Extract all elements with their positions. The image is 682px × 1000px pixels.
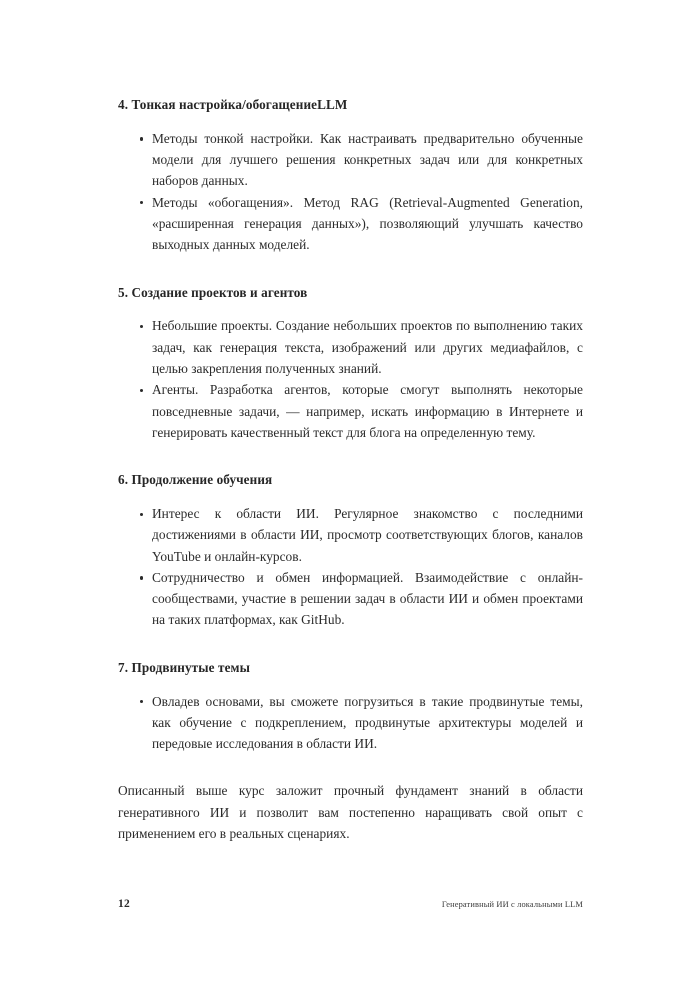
list-item: Сотрудничество и обмен информацией. Взаимодействие с онлайн-сообществами, участие в решении задач в области ИИ и обмен проектами на таких платформах, как GitHub. [118, 567, 583, 631]
section-heading-5: 5. Создание проектов и агентов [118, 284, 308, 300]
bullet-list-4 [118, 128, 583, 256]
list-item: Методы «обогащения». Метод RAG (Retrieval-Augmented Generation, «расширенная генерация данных»), позволяющий улучшать качество выходных данных моделей. [118, 192, 583, 256]
bullet-list-5 [118, 315, 583, 443]
section-block-4 [118, 96, 583, 256]
page-content [118, 96, 583, 844]
section-heading-7: 7. Продвинутые темы [118, 659, 251, 675]
section-block-6 [118, 471, 583, 631]
list-item: Интерес к области ИИ. Регулярное знакомство с последними достижениями в области ИИ, просмотр соответствующих блогов, каналов YouTube и онлайн-курсов. [118, 503, 583, 567]
list-item: Овладев основами, вы сможете погрузиться в такие продвинутые темы, как обучение с подкреплением, продвинутые архитектуры моделей и передовые исследования в области ИИ. [118, 691, 583, 755]
bullet-list-6 [118, 503, 583, 631]
section-heading-4: 4. Тонкая настройка/обогащениеLLM [118, 97, 348, 112]
closing-paragraph: Описанный выше курс заложит прочный фундамент знаний в области генеративного ИИ и позволит вам постепенно наращивать свой опыт с применением его в реальных сценариях. [118, 783, 583, 842]
list-item: Агенты. Разработка агентов, которые смогут выполнять некоторые повседневные задачи, — например, искать информацию в Интернете и генерировать качественный текст для блога на определенную тему. [118, 379, 583, 443]
section-block-5 [118, 284, 583, 444]
list-item: Небольшие проекты. Создание небольших проектов по выполнению таких задач, как генерация текста, изображений или других медиафайлов, с целью закрепления полученных знаний. [118, 315, 583, 379]
section-heading-6: 6. Продолжение обучения [118, 472, 273, 488]
running-head: Генеративный ИИ с локальными LLM [441, 900, 583, 909]
page-number: 12 [118, 898, 130, 910]
page-footer [118, 898, 583, 910]
section-block-7 [118, 659, 583, 755]
list-item: Методы тонкой настройки. Как настраивать предварительно обученные модели для лучшего решения конкретных задач или для конкретных наборов данных. [118, 128, 583, 192]
bullet-list-7 [118, 691, 583, 755]
